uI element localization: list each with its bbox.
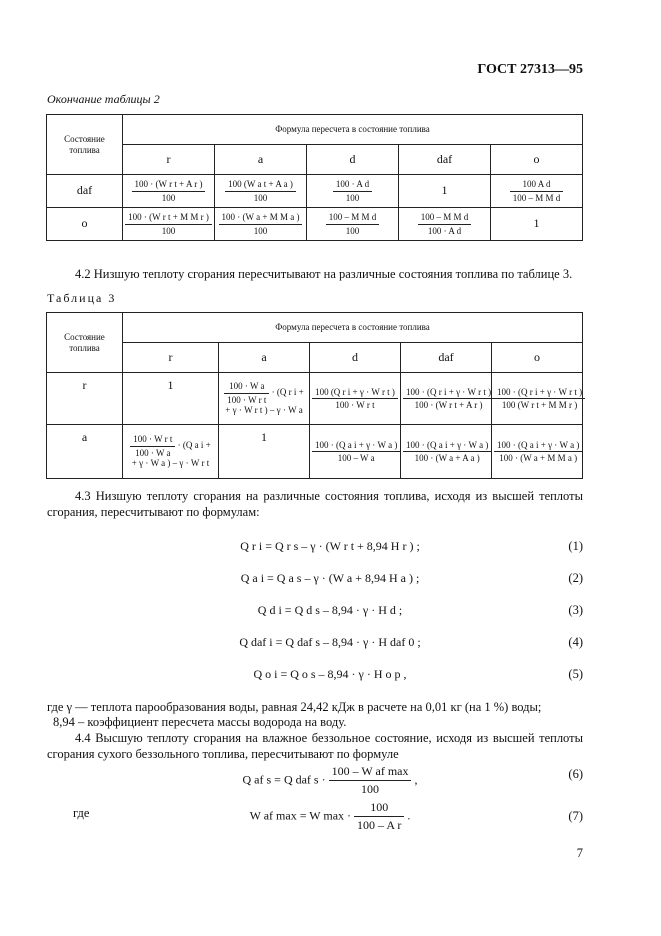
col-header: o (491, 145, 583, 175)
table-row (47, 175, 583, 208)
paragraph-4-4: 4.4 Высшую теплоту сгорания на влажное беззольное состояние, исходя из высшей теплоты сгорания сухого беззольного топлива, пересчитывают по формуле (47, 731, 583, 761)
col-header: a (215, 145, 307, 175)
formula-cell: $\frac{\text{100 · (Q a i + γ · W a )}}{\text{100 – W a}}$ (310, 425, 401, 479)
formula-2: Q a i = Q a s – γ · (W a + 8,94 H a ) ; (240, 571, 420, 585)
row-label: daf (47, 175, 123, 208)
row-label: o (47, 208, 123, 241)
row-label-header: Состояние топлива (47, 115, 123, 175)
formula-cell: $\frac{\text{100 · (Q r i + γ · W r t )}}{\text{100 · (W r t + A r )}}$ (401, 373, 492, 425)
formula-6: Q af s = Q daf s · $\frac{\text{100 – W af max}}{100}$ , (242, 764, 418, 796)
row-label: r (47, 373, 123, 425)
table-row (47, 425, 583, 479)
formula-cell: $\frac{\text{100 · A d}}{100}$ (307, 175, 399, 208)
formula-cell: $\frac{\text{100 · W r t}}{\text{100 · W a}}$ · (Q a i + + γ · W a ) – γ · W r t (123, 425, 219, 479)
formula-cell: $\frac{\text{100 A d}}{\text{100 – M M d}}$ (491, 175, 583, 208)
formula-number: (3) (568, 603, 583, 617)
col-header: o (492, 343, 583, 373)
col-header: a (219, 343, 310, 373)
formula-5: Q o i = Q o s – 8,94 · γ · H o p , (253, 667, 407, 681)
page-number: 7 (576, 846, 583, 860)
formula-number: (5) (568, 667, 583, 681)
col-header: r (123, 145, 215, 175)
formula-cell: $\frac{\text{100 · (Q a i + γ · W a )}}{\text{100 · (W a + A a )}}$ (401, 425, 492, 479)
formula-cell: 1 (399, 175, 491, 208)
formula-cell: 1 (491, 208, 583, 241)
formula-cell: $\frac{\text{100 (W a t + A a )}}{100}$ (215, 175, 307, 208)
table3-caption: Таблица 3 (47, 291, 117, 305)
table-row (47, 208, 583, 241)
where-gamma: где γ — теплота парообразования воды, равная 24,42 кДж в расчете на 0,01 кг (на 1 %) воды; (47, 700, 542, 714)
formula-cell: $\frac{\text{100 · (W r t + M M r )}}{100}$ (123, 208, 215, 241)
table-2 (46, 114, 583, 241)
standard-header: ГОСТ 27313—95 (477, 62, 583, 77)
where-label: где (73, 806, 90, 820)
where-coefficient: 8,94 – коэффициент пересчета массы водорода на воду. (53, 715, 347, 729)
formula-cell: $\frac{\text{100 · (Q a i + γ · W a )}}{\text{100 · (W a + M M a )}}$ (492, 425, 583, 479)
formula-number: (4) (568, 635, 583, 649)
table-3 (46, 312, 583, 479)
formula-cell: $\frac{\text{100 – M M d}}{\text{100 · A d}}$ (399, 208, 491, 241)
formula-cell: $\frac{\text{100 · (W r t + A r )}}{100}$ (123, 175, 215, 208)
formula-cell: 1 (123, 373, 219, 425)
row-label-header: Состояние топлива (47, 313, 123, 373)
formula-1: Q r i = Q r s – γ · (W r t + 8,94 H r ) ; (240, 539, 420, 553)
formula-4: Q daf i = Q daf s – 8,94 · γ · H daf 0 ; (239, 635, 421, 649)
col-header: daf (399, 145, 491, 175)
formula-number: (7) (568, 809, 583, 823)
formula-cell: $\frac{\text{100 · W a}}{\text{100 · W r t}}$ · (Q r i + + γ · W r t ) – γ · W a (219, 373, 310, 425)
table-row (47, 373, 583, 425)
formula-number: (6) (568, 767, 583, 781)
table2-caption: Окончание таблицы 2 (47, 92, 160, 106)
formula-cell: 1 (219, 425, 310, 479)
formula-3: Q d i = Q d s – 8,94 · γ · H d ; (257, 603, 403, 617)
col-header: daf (401, 343, 492, 373)
formula-cell: $\frac{\text{100 · (Q r i + γ · W r t )}}{\text{100 (W r t + M M r )}}$ (492, 373, 583, 425)
group-header: Формула пересчета в состояние топлива (123, 313, 583, 343)
paragraph-4-3: 4.3 Низшую теплоту сгорания на различные состояния топлива, исходя из высшей теплоты сгорания, пересчитывают по формулам: (47, 489, 583, 519)
formula-7: W af max = W max · $\frac{100}{\text{100 – A r}}$ . (249, 800, 411, 832)
group-header: Формула пересчета в состояние топлива (123, 115, 583, 145)
col-header: d (307, 145, 399, 175)
formula-cell: $\frac{\text{100 · (W a + M M a )}}{100}$ (215, 208, 307, 241)
row-label: a (47, 425, 123, 479)
formula-cell: $\frac{\text{100 (Q r i + γ · W r t )}}{\text{100 · W r t}}$ (310, 373, 401, 425)
formula-cell: $\frac{\text{100 – M M d}}{100}$ (307, 208, 399, 241)
formula-number: (1) (568, 539, 583, 553)
formula-number: (2) (568, 571, 583, 585)
col-header: d (310, 343, 401, 373)
paragraph-4-2: 4.2 Низшую теплоту сгорания пересчитывают на различные состояния топлива по таблице 3. (75, 267, 573, 281)
col-header: r (123, 343, 219, 373)
